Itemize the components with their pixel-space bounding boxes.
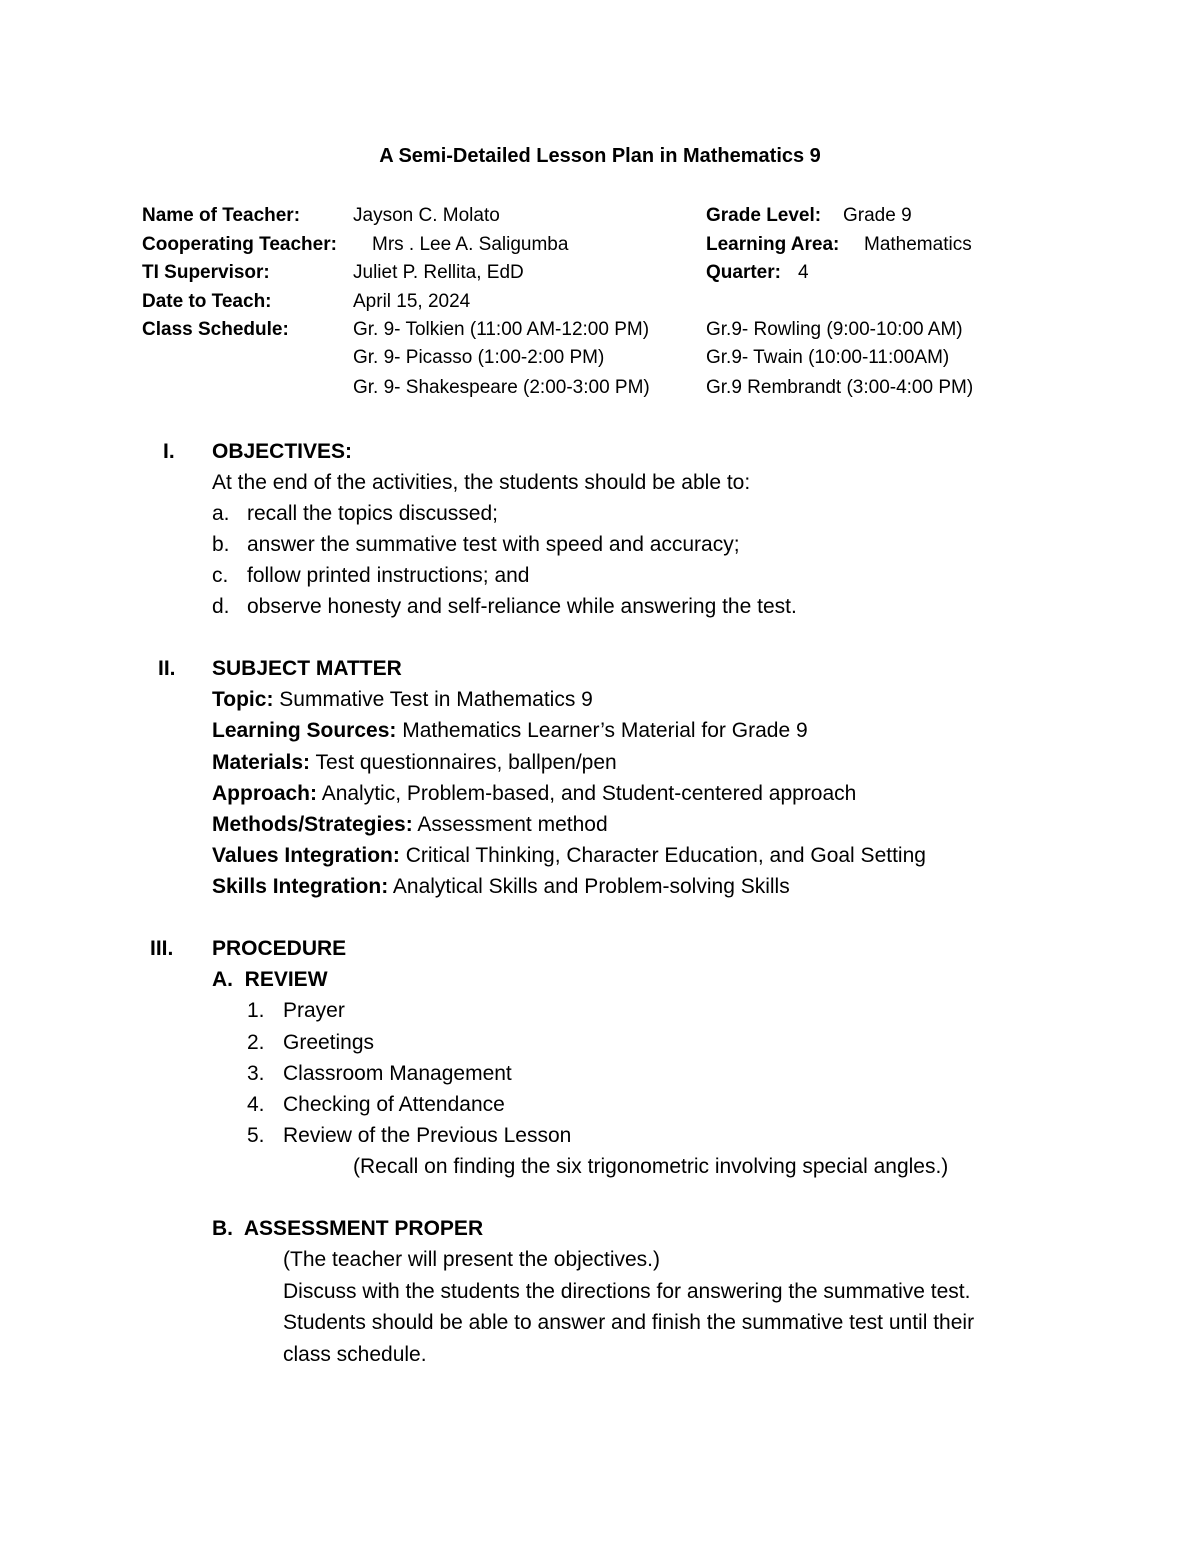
section-numeral: II. [158,657,176,680]
schedule-left-item: Gr. 9- Picasso (1:00-2:00 PM) [353,347,605,368]
grade-level-value: Grade 9 [843,205,912,226]
teacher-value: Jayson C. Molato [353,205,500,226]
schedule-label: Class Schedule: [142,319,289,340]
subject-field [212,875,790,899]
date-label: Date to Teach: [142,291,272,312]
subject-field [212,844,926,868]
schedule-right-item: Gr.9- Rowling (9:00-10:00 AM) [706,319,963,340]
assessment-line: Students should be able to answer and finish the summative test until their [283,1311,975,1334]
field-label: Skills Integration: [212,875,389,898]
supervisor-value: Juliet P. Rellita, EdD [353,262,524,283]
list-item: Review of the Previous Lesson [283,1124,572,1147]
list-marker: 2. [247,1031,265,1054]
field-value: Summative Test in Mathematics 9 [279,688,593,711]
assessment-line: class schedule. [283,1343,427,1366]
grade-level-label: Grade Level: [706,205,822,226]
section-heading: SUBJECT MATTER [212,657,402,680]
document-title: A Semi-Detailed Lesson Plan in Mathematics 9 [379,145,821,167]
list-item: observe honesty and self-reliance while answering the test. [247,595,797,618]
review-heading: A. REVIEW [212,968,328,991]
subject-field [212,688,593,712]
field-label: Topic: [212,688,274,711]
review-note: (Recall on finding the six trigonometric involving special angles.) [353,1155,949,1178]
subject-field [212,782,856,806]
subject-field [212,751,617,775]
learning-area-label: Learning Area: [706,234,840,255]
field-value: Mathematics Learner’s Material for Grade 9 [402,719,808,742]
field-label: Materials: [212,751,311,774]
schedule-left-item: Gr. 9- Shakespeare (2:00-3:00 PM) [353,377,650,398]
list-marker: a. [212,502,230,525]
list-item: follow printed instructions; and [247,564,530,587]
section-heading: OBJECTIVES: [212,440,353,463]
field-label: Approach: [212,782,317,805]
section-heading: PROCEDURE [212,937,347,960]
list-marker: d. [212,595,230,618]
list-item: answer the summative test with speed and accuracy; [247,533,740,556]
date-value: April 15, 2024 [353,291,471,312]
teacher-label: Name of Teacher: [142,205,301,226]
list-item: Prayer [283,999,345,1022]
subject-field [212,719,808,743]
section-numeral: III. [150,937,174,960]
list-marker: 3. [247,1062,265,1085]
supervisor-label: TI Supervisor: [142,262,270,283]
schedule-left-item: Gr. 9- Tolkien (11:00 AM-12:00 PM) [353,319,650,340]
list-marker: c. [212,564,229,587]
schedule-right-item: Gr.9- Twain (10:00-11:00AM) [706,347,950,368]
field-value: Analytic, Problem-based, and Student-centered approach [321,782,857,805]
list-item: Checking of Attendance [283,1093,505,1116]
list-marker: b. [212,533,230,556]
field-value: Analytical Skills and Problem-solving Skills [392,875,790,898]
field-value: Test questionnaires, ballpen/pen [315,751,617,774]
subject-field [212,813,608,837]
list-item: Classroom Management [283,1062,512,1085]
list-marker: 1. [247,999,265,1022]
list-marker: 5. [247,1124,265,1147]
field-label: Methods/Strategies: [212,813,413,836]
list-marker: 4. [247,1093,265,1116]
schedule-right-item: Gr.9 Rembrandt (3:00-4:00 PM) [706,377,974,398]
field-value: Assessment method [417,813,608,836]
field-value: Critical Thinking, Character Education, and Goal Setting [405,844,926,867]
assessment-heading: B. ASSESSMENT PROPER [212,1217,484,1240]
coop-teacher-value: Mrs . Lee A. Saligumba [372,234,569,255]
coop-teacher-label: Cooperating Teacher: [142,234,337,255]
section-numeral: I. [163,440,175,463]
list-item: Greetings [283,1031,375,1054]
objectives-intro: At the end of the activities, the students should be able to: [212,471,751,494]
field-label: Values Integration: [212,844,400,867]
assessment-line: (The teacher will present the objectives.) [283,1248,661,1271]
field-label: Learning Sources: [212,719,397,742]
quarter-value: 4 [798,262,809,283]
learning-area-value: Mathematics [864,234,972,255]
quarter-label: Quarter: [706,262,781,283]
assessment-line: Discuss with the students the directions for answering the summative test. [283,1280,971,1303]
list-item: recall the topics discussed; [247,502,498,525]
